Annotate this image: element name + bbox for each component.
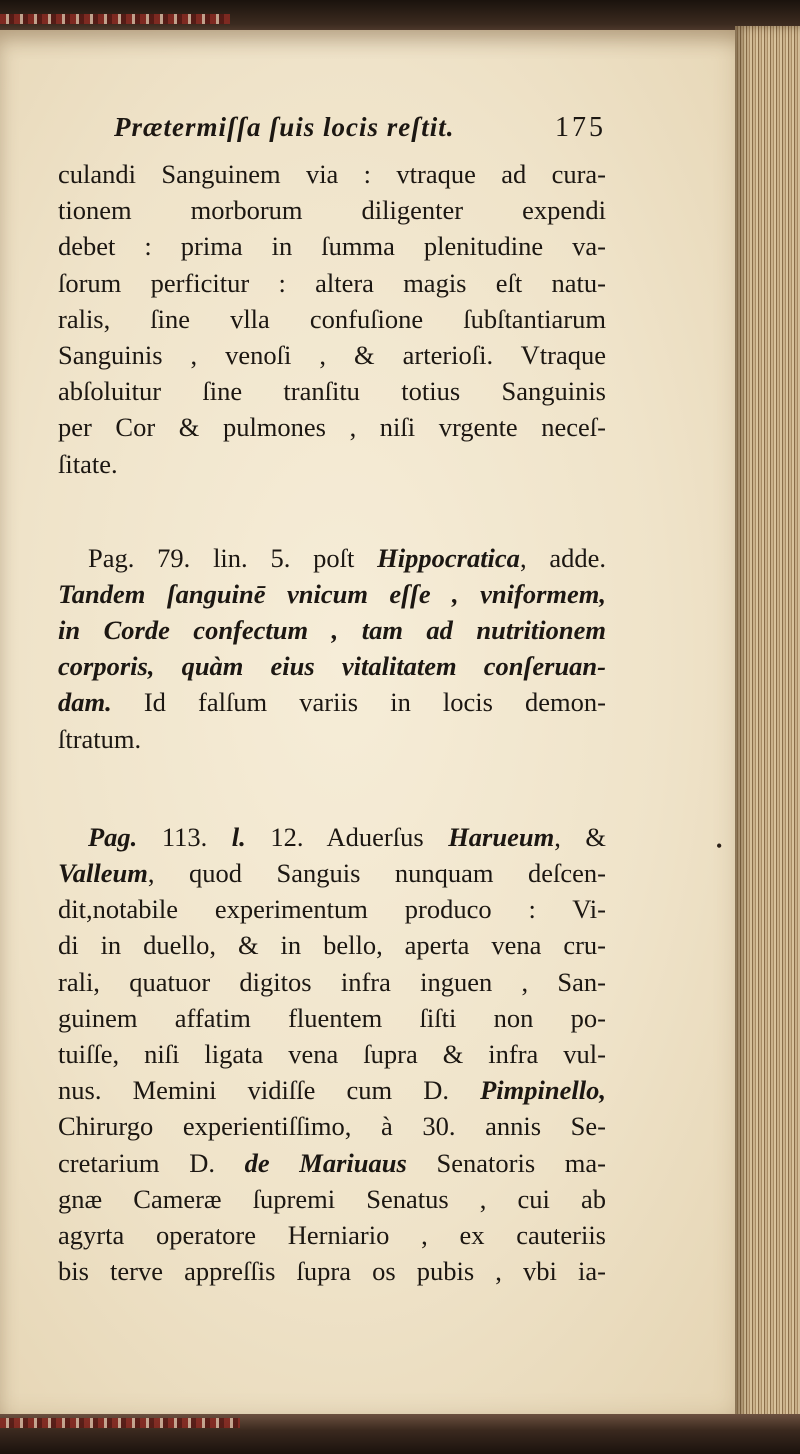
text-line <box>58 855 606 891</box>
text-line: gnæ Cameræ ſupremi Senatus , cui ab <box>58 1183 606 1214</box>
text-run: , & <box>554 821 606 852</box>
text-line: ſtratum. <box>58 723 142 754</box>
text-line: dit,notabile experimentum produco : Vi- <box>58 894 606 925</box>
text-line: Chirurgo experientiſſimo, à 30. annis Se- <box>58 1111 606 1142</box>
text-line: debet : prima in ſumma plenitudine va- <box>58 231 606 262</box>
text-run: , adde. <box>519 542 606 573</box>
text-run: Pag. 79. lin. 5. poſt <box>88 542 378 573</box>
paragraph-3 <box>58 819 606 1289</box>
italic-run: Valleum <box>58 858 148 888</box>
text-run: Id falſum variis in locis demon- <box>111 687 606 718</box>
italic-run: l. <box>231 821 246 852</box>
ink-speck: • <box>716 836 723 856</box>
italic-run: de Mariuaus <box>244 1147 407 1178</box>
text-line <box>58 819 606 855</box>
text-line: agyrta operatore Herniario , ex cauteriis <box>58 1219 606 1250</box>
page-number: 175 <box>555 112 606 143</box>
text-line <box>58 576 606 612</box>
text-run: cretarium D. <box>58 1147 245 1178</box>
paragraph-spacing <box>58 482 606 540</box>
text-line: ſitate. <box>58 448 118 479</box>
text-line: rali, quatuor digitos infra inguen , San- <box>58 966 606 997</box>
text-line: abſoluitur ſine tranſitu totius Sanguinis <box>58 376 606 407</box>
text-run: , quod Sanguis nunquam deſcen- <box>147 858 606 888</box>
running-title: Prætermiſſa ſuis locis reſtit. <box>114 112 455 142</box>
text-line: per Cor & pulmones , niſi vrgente neceſ- <box>58 412 606 443</box>
italic-run: Pimpinello, <box>480 1075 606 1106</box>
text-line <box>58 1145 606 1181</box>
text-line: culandi Sanguinem via : vtraque ad cura- <box>58 159 606 189</box>
text-line: Sanguinis , venoſi , & arterioſi. Vtraque <box>58 339 606 370</box>
italic-run: in Corde confectum , tam ad nutritionem <box>58 615 606 646</box>
paragraph-1 <box>58 156 606 482</box>
paragraph-2 <box>58 540 606 757</box>
text-line <box>58 612 606 648</box>
italic-run: Harueum <box>448 821 555 852</box>
text-run: 12. Aduerſus <box>245 821 449 852</box>
running-header <box>58 112 606 156</box>
text-line: tuiſſe, niſi ligata vena ſupra & infra vul- <box>58 1038 606 1069</box>
text-line: di in duello, & in bello, aperta vena cru- <box>58 930 606 961</box>
text-line: bis terve appreſſis ſupra os pubis , vbi ia- <box>58 1256 606 1287</box>
text-run: 113. <box>137 821 232 852</box>
italic-run: Tandem ſanguinē vnicum eſſe , vniformem, <box>58 578 606 609</box>
text-line <box>58 648 606 684</box>
italic-run: Pag. <box>88 821 138 852</box>
text-line: ſorum perficitur : altera magis eſt natu- <box>58 267 606 298</box>
binding-thread-bottom <box>0 1418 240 1428</box>
text-run: nus. Memini vidiſſe cum D. <box>58 1075 481 1106</box>
page-fore-edge <box>735 26 800 1426</box>
text-line: ralis, ſine vlla confuſione ſubſtantiarum <box>58 303 606 334</box>
binding-thread-top <box>0 14 230 24</box>
paragraph-spacing <box>58 757 606 819</box>
italic-run: dam. <box>58 687 112 718</box>
text-line <box>58 684 606 720</box>
text-line <box>58 540 606 576</box>
page-text <box>58 112 606 1289</box>
text-line: guinem affatim fluentem ſiſti non po- <box>58 1002 606 1033</box>
text-run: Senatoris ma- <box>406 1147 606 1178</box>
italic-run: corporis, quàm eius vitalitatem conſeruan- <box>58 651 606 682</box>
text-line: tionem morborum diligenter expendi <box>58 195 606 226</box>
italic-run: Hippocratica <box>377 542 520 573</box>
text-line <box>58 1072 606 1108</box>
